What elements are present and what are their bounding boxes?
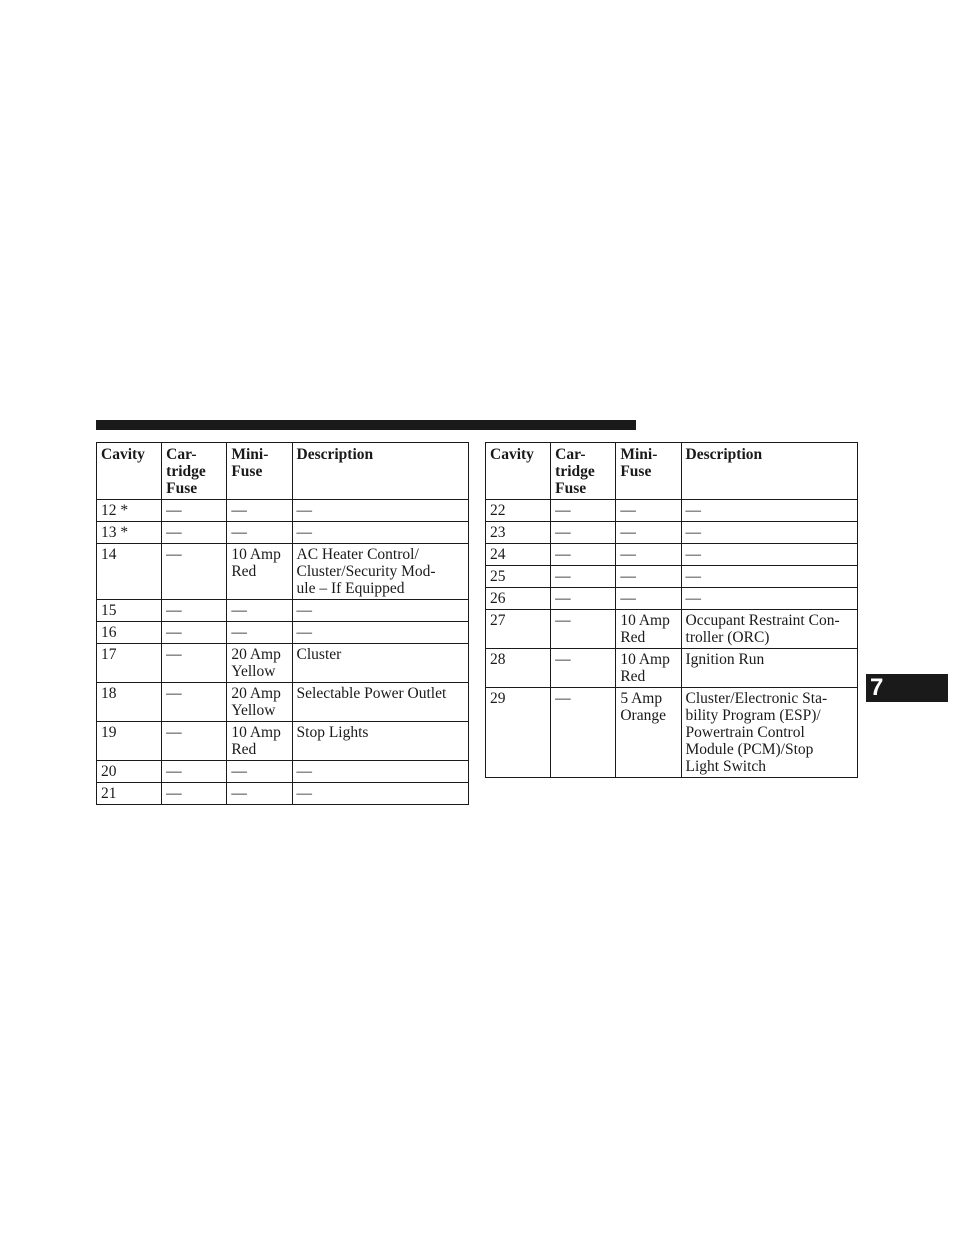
fuse-table-right xyxy=(485,442,858,778)
cell-mini-fuse: — xyxy=(227,622,292,644)
cell-description: — xyxy=(292,761,468,783)
table-row xyxy=(486,588,858,610)
cell-description: — xyxy=(292,600,468,622)
cell-cartridge-fuse: — xyxy=(162,544,227,600)
cell-mini-fuse: — xyxy=(616,588,681,610)
cell-cavity: 24 xyxy=(486,544,551,566)
cell-mini-fuse: — xyxy=(616,522,681,544)
cell-cartridge-fuse: — xyxy=(551,688,616,778)
table-row xyxy=(97,622,469,644)
cell-cavity: 19 xyxy=(97,722,162,761)
cell-mini-fuse: 10 Amp Red xyxy=(227,722,292,761)
cell-cavity: 23 xyxy=(486,522,551,544)
cell-cavity: 22 xyxy=(486,500,551,522)
cell-cartridge-fuse: — xyxy=(162,722,227,761)
cell-description: Ignition Run xyxy=(681,649,857,688)
cell-mini-fuse: — xyxy=(227,600,292,622)
header-description: Description xyxy=(681,443,857,500)
table-row xyxy=(486,688,858,778)
header-mini-fuse: Mini- Fuse xyxy=(227,443,292,500)
cell-description: — xyxy=(292,622,468,644)
cell-description: Cluster xyxy=(292,644,468,683)
cell-description: AC Heater Control/ Cluster/Security Mod- ule – If Equipped xyxy=(292,544,468,600)
cell-mini-fuse: — xyxy=(227,761,292,783)
cell-cavity: 17 xyxy=(97,644,162,683)
table-row xyxy=(97,722,469,761)
cell-cartridge-fuse: — xyxy=(551,522,616,544)
table-row xyxy=(97,600,469,622)
table-row xyxy=(486,500,858,522)
cell-mini-fuse: 10 Amp Red xyxy=(227,544,292,600)
table-row xyxy=(486,522,858,544)
cell-cartridge-fuse: — xyxy=(551,649,616,688)
cell-cartridge-fuse: — xyxy=(162,761,227,783)
cell-cavity: 27 xyxy=(486,610,551,649)
table-header-row xyxy=(97,443,469,500)
cell-cavity: 26 xyxy=(486,588,551,610)
cell-cavity: 13 * xyxy=(97,522,162,544)
table-row xyxy=(486,566,858,588)
cell-cartridge-fuse: — xyxy=(162,522,227,544)
cell-mini-fuse: 10 Amp Red xyxy=(616,610,681,649)
table-header-row xyxy=(486,443,858,500)
header-description: Description xyxy=(292,443,468,500)
cell-cavity: 12 * xyxy=(97,500,162,522)
cell-description: Stop Lights xyxy=(292,722,468,761)
table-row xyxy=(97,683,469,722)
cell-cavity: 14 xyxy=(97,544,162,600)
cell-cartridge-fuse: — xyxy=(162,500,227,522)
cell-mini-fuse: — xyxy=(616,566,681,588)
cell-description: — xyxy=(292,522,468,544)
cell-cartridge-fuse: — xyxy=(162,622,227,644)
cell-cartridge-fuse: — xyxy=(162,683,227,722)
cell-mini-fuse: — xyxy=(616,500,681,522)
cell-description: Occupant Restraint Con- troller (ORC) xyxy=(681,610,857,649)
table-row xyxy=(97,761,469,783)
cell-mini-fuse: — xyxy=(227,783,292,805)
cell-cavity: 25 xyxy=(486,566,551,588)
cell-cavity: 21 xyxy=(97,783,162,805)
cell-cartridge-fuse: — xyxy=(162,644,227,683)
header-cartridge-fuse: Car- tridge Fuse xyxy=(551,443,616,500)
cell-description: Selectable Power Outlet xyxy=(292,683,468,722)
table-row xyxy=(97,500,469,522)
cell-cartridge-fuse: — xyxy=(551,610,616,649)
cell-cartridge-fuse: — xyxy=(162,783,227,805)
cell-cavity: 16 xyxy=(97,622,162,644)
cell-cartridge-fuse: — xyxy=(162,600,227,622)
table-row xyxy=(97,783,469,805)
cell-description: — xyxy=(292,500,468,522)
fuse-table-left xyxy=(96,442,469,805)
cell-mini-fuse: — xyxy=(227,500,292,522)
cell-description: — xyxy=(681,522,857,544)
cell-description: — xyxy=(681,544,857,566)
table-row xyxy=(97,644,469,683)
cell-cavity: 29 xyxy=(486,688,551,778)
cell-description: — xyxy=(292,783,468,805)
cell-mini-fuse: — xyxy=(227,522,292,544)
cell-cavity: 18 xyxy=(97,683,162,722)
cell-cartridge-fuse: — xyxy=(551,588,616,610)
header-cartridge-fuse: Car- tridge Fuse xyxy=(162,443,227,500)
table-row xyxy=(97,544,469,600)
header-cavity: Cavity xyxy=(97,443,162,500)
cell-cartridge-fuse: — xyxy=(551,566,616,588)
cell-description: — xyxy=(681,566,857,588)
cell-mini-fuse: 10 Amp Red xyxy=(616,649,681,688)
cell-cavity: 15 xyxy=(97,600,162,622)
cell-mini-fuse: — xyxy=(616,544,681,566)
cell-description: — xyxy=(681,500,857,522)
cell-description: Cluster/Electronic Sta- bility Program (ESP)/ Powertrain Control Module (PCM)/Stop Light Switch xyxy=(681,688,857,778)
cell-mini-fuse: 20 Amp Yellow xyxy=(227,683,292,722)
cell-cavity: 20 xyxy=(97,761,162,783)
section-rule xyxy=(96,420,636,430)
table-row xyxy=(486,544,858,566)
header-cavity: Cavity xyxy=(486,443,551,500)
cell-mini-fuse: 20 Amp Yellow xyxy=(227,644,292,683)
table-row xyxy=(486,649,858,688)
cell-cartridge-fuse: — xyxy=(551,500,616,522)
cell-cavity: 28 xyxy=(486,649,551,688)
cell-description: — xyxy=(681,588,857,610)
cell-mini-fuse: 5 Amp Orange xyxy=(616,688,681,778)
table-row xyxy=(486,610,858,649)
header-mini-fuse: Mini- Fuse xyxy=(616,443,681,500)
chapter-tab: 7 xyxy=(866,674,948,702)
table-row xyxy=(97,522,469,544)
cell-cartridge-fuse: — xyxy=(551,544,616,566)
